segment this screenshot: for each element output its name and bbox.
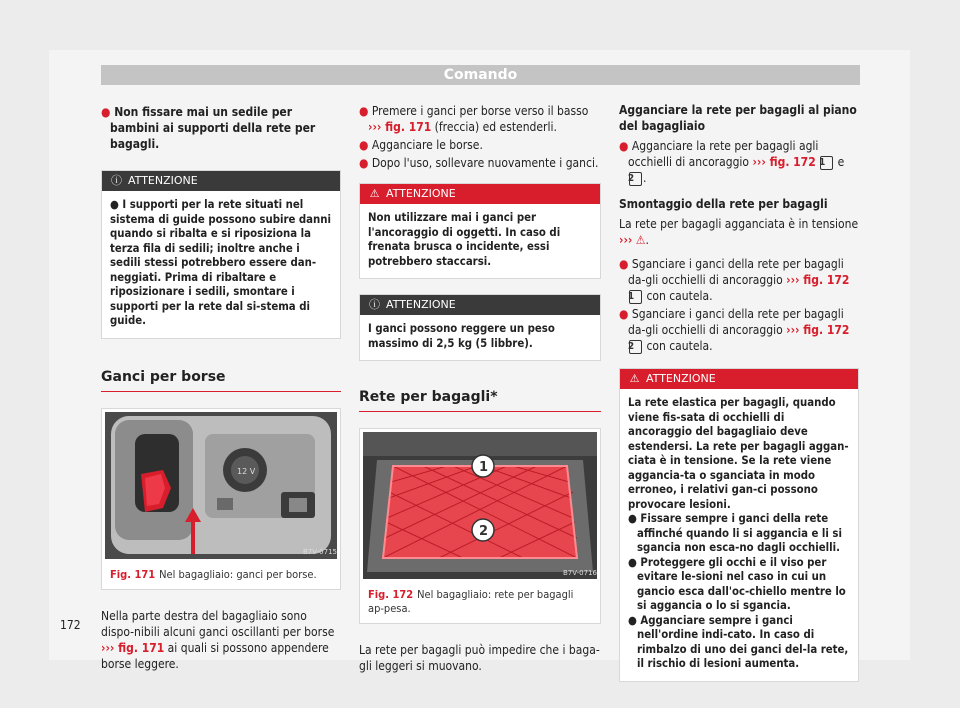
warning-header xyxy=(620,369,858,389)
warning-triangle-icon: ⚠ xyxy=(635,233,646,247)
paragraph-text: La rete per bagagli agganciata è in tensione xyxy=(619,217,859,231)
figure-link[interactable]: ››› fig. 171 xyxy=(368,120,432,134)
section-title-rete: Rete per bagagli* xyxy=(359,389,601,412)
figure-171-image xyxy=(105,412,337,559)
figure-172 xyxy=(359,428,601,624)
warning-title: ATTENZIONE xyxy=(646,372,716,385)
warning-triangle-icon: ⚠ xyxy=(369,187,380,200)
column-1 xyxy=(101,93,341,672)
figure-label: Fig. 171 xyxy=(110,567,156,581)
bullet-text: con cautela. xyxy=(646,339,713,353)
warning-title: ATTENZIONE xyxy=(386,187,456,200)
intro-bullet xyxy=(101,104,341,152)
page-number: 172 xyxy=(60,618,81,632)
bullet-dot: ● xyxy=(101,105,115,119)
bullet-lift-hooks: ● Dopo l'uso, sollevare nuovamente i ganci. xyxy=(359,156,599,170)
warning-bullet-text: Agganciare sempre i ganci nell'ordine indi-cato. In caso di rimbalzo di uno dei ganci del-la rete, il rischio di lesioni aumenta. xyxy=(637,613,849,670)
warning-title: ATTENZIONE xyxy=(386,298,456,311)
info-icon: ⓘ xyxy=(369,298,380,311)
figure-link[interactable]: ››› fig. 172 xyxy=(752,155,816,169)
warning-bullet-text: Fissare sempre i ganci della rete affinché quando li si aggancia e li si sgancia non esca-no dagli occhielli. xyxy=(637,512,842,554)
warning-text: I ganci possono reggere un peso massimo di 2,5 kg (5 libbre). xyxy=(368,322,555,350)
bullet-text: Sganciare i ganci della rete per bagagli da-gli occhielli di ancoraggio xyxy=(628,307,844,337)
bullet-hang-bags: ● Agganciare le borse. xyxy=(359,138,483,152)
warning-box-net xyxy=(619,368,859,682)
socket-label: 12 V xyxy=(237,466,256,476)
figure-link[interactable]: ››› fig. 172 xyxy=(786,273,850,287)
paragraph-text: ai quali si possono appendere borse leggere. xyxy=(101,640,329,671)
warning-body: ● I supporti per la rete situati nel sistema di guide possono subire danni quando si ribalta e si riposiziona la terza fila di sedili; inoltre anche i sedili stessi potrebbero essere dan-neggiati. Prima di ribaltare e riposizionare i sedili, smontare i supporti per la rete dal si-stema di guide. xyxy=(110,198,331,327)
bullet-text: Sganciare i ganci della rete per bagagli da-gli occhielli di ancoraggio xyxy=(628,257,844,287)
bullet-text: Agganciare la rete per bagagli agli occhielli di ancoraggio xyxy=(628,139,819,169)
warning-bullet-text: Proteggere gli occhi e il viso per evitare le-sioni nel caso in cui un gancio esca dall'oc-chiello mentre lo si aggancia o lo si sgancia. xyxy=(637,555,846,612)
warning-box-hooks-weight xyxy=(359,294,601,361)
trunk-net-illustration xyxy=(363,432,597,579)
intro-bullet-text: Non fissare mai un sedile per bambini ai supporti della rete per bagagli. xyxy=(110,105,316,151)
warning-box-hooks-anchoring xyxy=(359,183,601,279)
bullet-release-2: ● Sganciare i ganci della rete per bagagli da-gli occhielli di ancoraggio ››› fig. 172 2 con cautela. xyxy=(619,307,850,353)
figure-caption-text: Nel bagagliaio: ganci per borse. xyxy=(159,567,317,581)
figure-code: B7V-0715 xyxy=(303,547,337,556)
subheading-smontaggio: Smontaggio della rete per bagagli xyxy=(619,197,828,211)
bullet-text: (freccia) ed estenderli. xyxy=(434,120,557,134)
bullet-press-hooks: ● Premere i ganci per borse verso il basso ››› fig. 171 (freccia) ed estenderli. xyxy=(359,104,589,134)
figure-caption-text: Nel bagagliaio: rete per bagagli ap-pesa. xyxy=(368,588,574,615)
figure-171-caption xyxy=(102,562,340,589)
figure-link[interactable]: ››› fig. 172 xyxy=(786,323,850,337)
column-3 xyxy=(619,93,859,682)
warning-header xyxy=(360,295,600,315)
trunk-hooks-illustration xyxy=(105,412,337,559)
figure-172-caption xyxy=(360,582,600,623)
figure-172-image xyxy=(363,432,597,579)
figure-marker-2: 2 xyxy=(479,524,489,539)
figure-code: B7V-0716 xyxy=(563,569,597,577)
callout-number: 1 xyxy=(820,156,833,170)
warning-title: ATTENZIONE xyxy=(128,174,198,187)
bullet-text: Agganciare le borse. xyxy=(371,138,483,152)
paragraph-ganci xyxy=(101,608,341,672)
warning-box-supports xyxy=(101,170,341,339)
info-icon: ⓘ xyxy=(111,174,122,187)
figure-link[interactable]: ››› fig. 171 xyxy=(101,640,165,655)
warning-header xyxy=(360,184,600,204)
page-header: Comando xyxy=(101,65,860,85)
callout-number: 2 xyxy=(629,340,642,354)
paragraph-text: Nella parte destra del bagagliaio sono dispo-nibili alcuni ganci oscillanti per borse xyxy=(101,608,335,639)
warning-triangle-icon: ⚠ xyxy=(629,372,640,385)
section-title-ganci: Ganci per borse xyxy=(101,369,341,392)
paragraph-tension: La rete per bagagli agganciata è in tensione ››› ⚠. xyxy=(619,217,859,247)
figure-171 xyxy=(101,408,341,590)
column-2 xyxy=(359,93,601,674)
callout-number: 1 xyxy=(629,290,642,304)
bullet-text: e xyxy=(837,155,845,169)
figure-link[interactable]: ››› xyxy=(619,233,633,247)
warning-bullet: ● Fissare sempre i ganci della rete affinché quando li si aggancia e li si sgancia non esca-no dagli occhielli. xyxy=(628,512,842,554)
warning-text: Non utilizzare mai i ganci per l'ancoraggio di oggetti. In caso di frenata brusca o incidente, essi potrebbero staccarsi. xyxy=(368,211,561,268)
bullet-text: Premere i ganci per borse verso il basso xyxy=(371,104,589,118)
bullet-text: con cautela. xyxy=(646,289,713,303)
warning-text: I supporti per la rete situati nel sistema di guide possono subire danni quando si ribalta e si riposiziona la terza fila di sedili; inoltre anche i sedili stessi potrebbero essere dan-neggiati. Prima di ribaltare e riposizionare i sedili, smontare i supporti per la rete dal si-stema di guide. xyxy=(110,198,331,327)
subheading-agganciare: Agganciare la rete per bagagli al piano del bagagliaio xyxy=(619,103,857,133)
figure-marker-1: 1 xyxy=(479,460,489,475)
bullet-release-1: ● Sganciare i ganci della rete per bagagli da-gli occhielli di ancoraggio ››› fig. 172 1 con cautela. xyxy=(619,257,850,303)
bullet-text: Dopo l'uso, sollevare nuovamente i ganci. xyxy=(371,156,599,170)
warning-bullet: ● Proteggere gli occhi e il viso per evitare le-sioni nel caso in cui un gancio esca dall'oc-chiello mentre lo si aggancia o lo si sgancia. xyxy=(628,555,846,612)
figure-label: Fig. 172 xyxy=(368,588,414,601)
bullet-attach-net: ● Agganciare la rete per bagagli agli occhielli di ancoraggio ››› fig. 172 1 e 2 . xyxy=(619,139,845,185)
warning-body xyxy=(620,389,858,681)
warning-bullet: ● Agganciare sempre i ganci nell'ordine indi-cato. In caso di rimbalzo di uno dei ganci del-la rete, il rischio di lesioni aumenta. xyxy=(628,613,849,670)
callout-number: 2 xyxy=(629,172,642,186)
warning-header xyxy=(102,171,340,191)
warning-text: La rete elastica per bagagli, quando viene fis-sata di occhielli di ancoraggio del bagagliaio deve estendersi. La rete per bagagli aggan-ciata è in tensione. Se la rete viene aggancia-ta o sganciata in modo erroneo, i relativi gan-ci possono provocare lesioni. xyxy=(628,396,849,511)
paragraph-rete: La rete per bagagli può impedire che i baga-gli leggeri si muovano. xyxy=(359,643,600,673)
